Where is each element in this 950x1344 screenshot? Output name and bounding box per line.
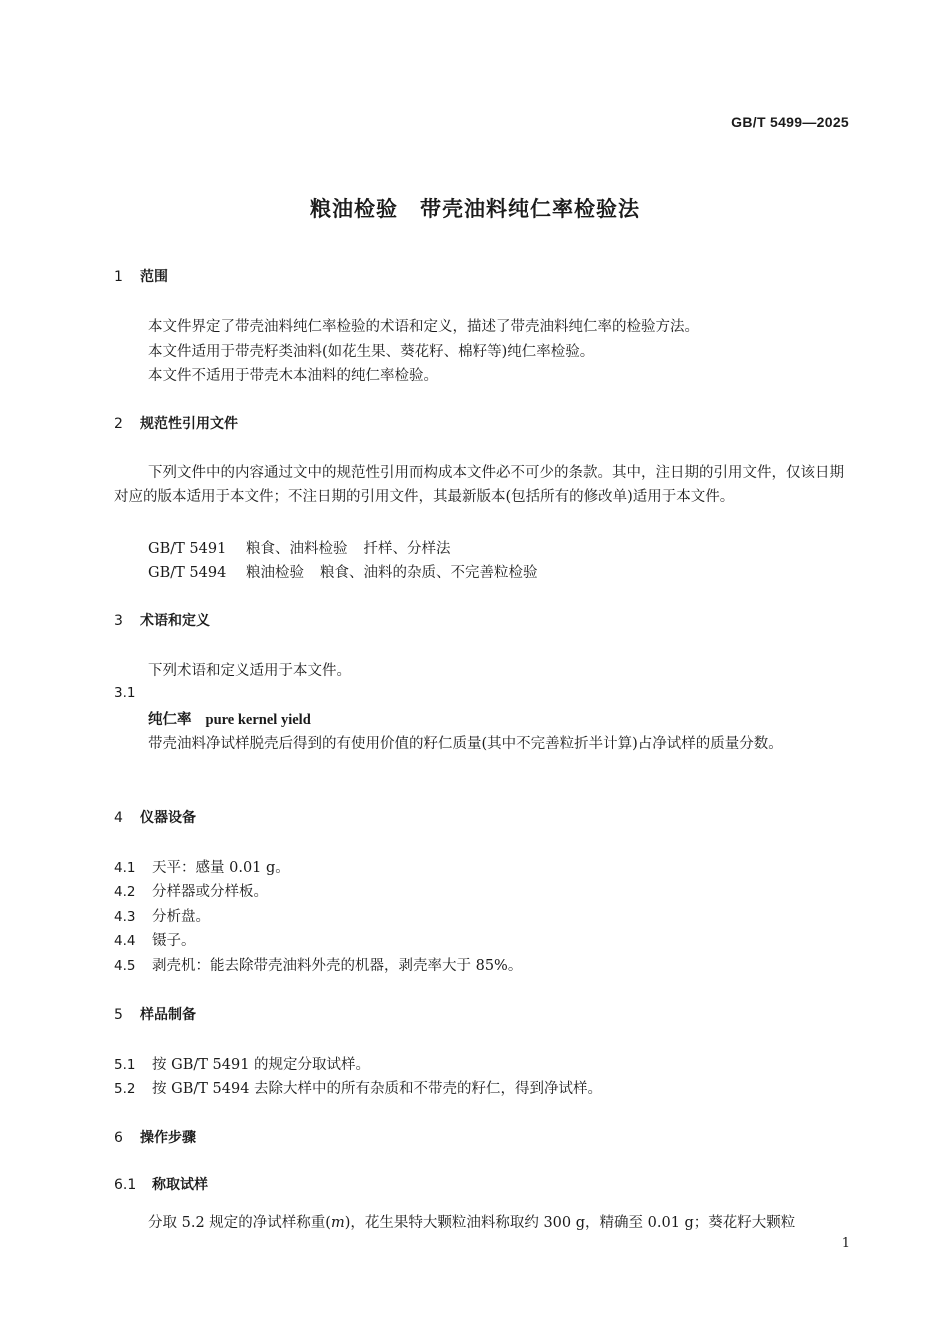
- section-title: 样品制备: [140, 1007, 196, 1023]
- variable-m: m: [330, 1215, 345, 1231]
- section-number: 2: [114, 416, 123, 432]
- reference-gb5491: GB/T 5491 粮食、油料检验 扦样、分样法: [148, 541, 451, 557]
- list-item: 4.4 镊子。: [114, 933, 196, 949]
- section-5-heading: [114, 1004, 196, 1024]
- reference-gb5494: GB/T 5494 粮油检验 粮食、油料的杂质、不完善粒检验: [148, 565, 538, 581]
- term-definition: 带壳油料净试样脱壳后得到的有使用价值的籽仁质量(其中不完善粒折半计算)占净试样的质量分数。: [148, 736, 783, 752]
- section-3-heading: [114, 610, 210, 630]
- page-number: 1: [841, 1236, 850, 1251]
- subsection-6-1-heading: [114, 1174, 208, 1194]
- document-title: 粮油检验 带壳油料纯仁率检验法: [310, 197, 640, 221]
- section-2-heading: [114, 413, 238, 433]
- paragraph: 本文件界定了带壳油料纯仁率检验的术语和定义，描述了带壳油料纯仁率的检验方法。: [148, 319, 699, 335]
- subsection-number: 6.1: [114, 1177, 137, 1193]
- paragraph: 本文件不适用于带壳木本油料的纯仁率检验。: [148, 368, 438, 384]
- section-title: 范围: [140, 269, 168, 285]
- subsection-title: 称取试样: [152, 1177, 208, 1193]
- list-item: 4.2 分样器或分样板。: [114, 884, 268, 900]
- reference-code: GB/T 5491: [148, 541, 227, 557]
- list-item: 4.3 分析盘。: [114, 909, 210, 925]
- section-6-heading: [114, 1127, 196, 1147]
- term-number: 3.1: [114, 685, 136, 701]
- section-number: 6: [114, 1130, 123, 1146]
- reference-code: GB/T 5494: [148, 565, 227, 581]
- list-item: 5.2 按 GB/T 5494 去除大样中的所有杂质和不带壳的籽仁，得到净试样。: [114, 1081, 603, 1097]
- section-title: 规范性引用文件: [140, 416, 238, 432]
- standard-code: GB/T 5499—2025: [731, 114, 849, 130]
- paragraph: 下列术语和定义适用于本文件。: [148, 663, 351, 679]
- section-title: 操作步骤: [140, 1130, 196, 1146]
- list-item: 4.5 剥壳机：能去除带壳油料外壳的机器，剥壳率大于 85%。: [114, 958, 523, 974]
- term-english: pure kernel yield: [205, 712, 311, 728]
- section-number: 1: [114, 269, 123, 285]
- section-4-heading: [114, 807, 196, 827]
- section-number: 5: [114, 1007, 123, 1023]
- paragraph: 下列文件中的内容通过文中的规范性引用而构成本文件必不可少的条款。其中，注日期的引用文件，仅该日期对应的版本适用于本文件；不注日期的引用文件，其最新版本(包括所有的修改单)适用于本文件。: [114, 465, 844, 505]
- list-item: 4.1 天平：感量 0.01 g。: [114, 860, 290, 876]
- section-title: 仪器设备: [140, 810, 196, 826]
- section-number: 3: [114, 613, 123, 629]
- section-title: 术语和定义: [140, 613, 210, 629]
- list-item: 5.1 按 GB/T 5491 的规定分取试样。: [114, 1057, 371, 1073]
- section-number: 4: [114, 810, 123, 826]
- paragraph: 本文件适用于带壳籽类油料(如花生果、葵花籽、棉籽等)纯仁率检验。: [148, 344, 595, 360]
- paragraph: 分取 5.2 规定的净试样称重(m)，花生果特大颗粒油料称取约 300 g，精确至 0.01 g；葵花籽大颗粒: [148, 1215, 796, 1231]
- term-chinese: 纯仁率: [148, 711, 192, 728]
- term-entry: [148, 708, 311, 729]
- section-1-heading: [114, 266, 168, 286]
